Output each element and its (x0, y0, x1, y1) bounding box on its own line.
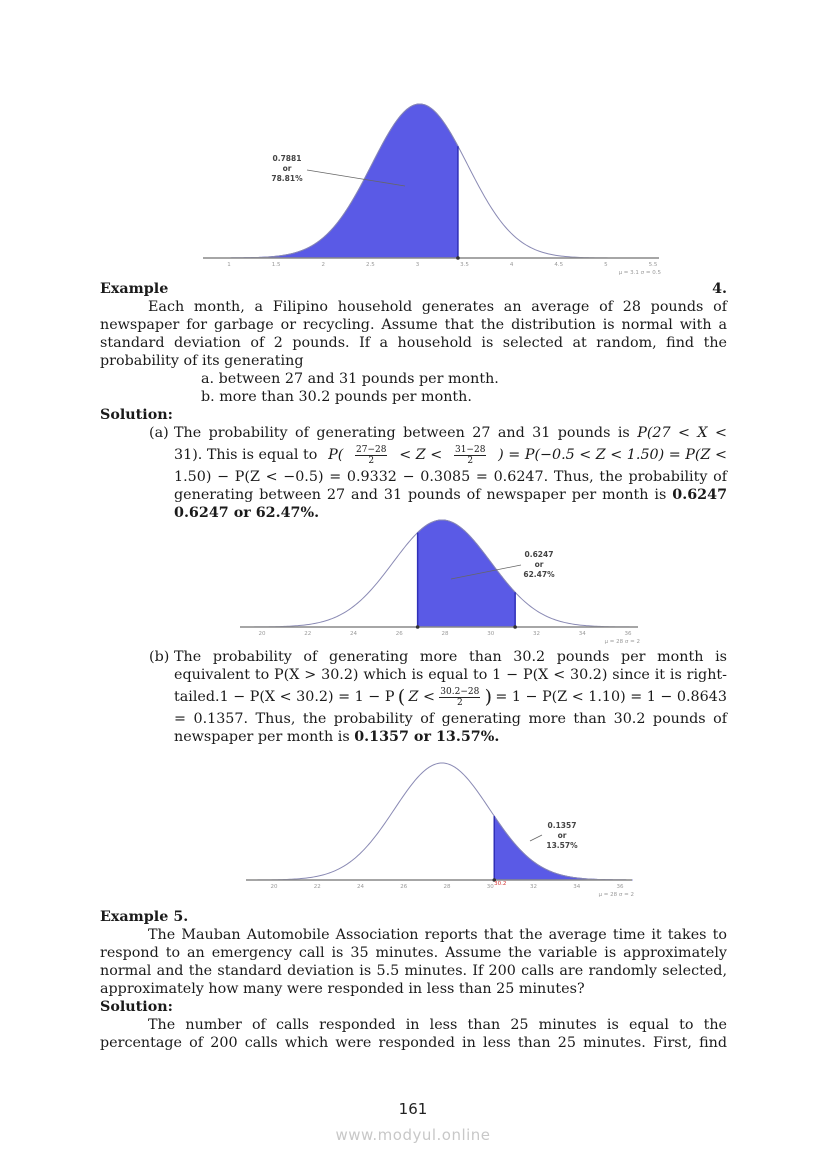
fig3-tick-label: 34 (573, 884, 581, 890)
fig3-tick-label: 36 (616, 884, 624, 890)
fig3-tick-label: 24 (357, 884, 364, 890)
fig2-annotation-percent: 62.47% (523, 570, 555, 579)
fraction-2-den: 2 (467, 455, 474, 466)
fraction-3-den: 2 (456, 697, 463, 708)
part-b-line1: The probability of generating more than 30.2 pounds per month is (174, 649, 727, 665)
fig1-tick-label: 2 (321, 262, 325, 268)
normal-curve-2-svg (235, 513, 655, 643)
example4-item-b: b. more than 30.2 pounds per month. (201, 389, 472, 405)
part-a-conclusion: generating between 27 and 31 pounds of newspaper per month is (174, 487, 667, 503)
fraction-2 (454, 445, 486, 466)
part-b-line3: tailed.1 − P(X < 30.2) = 1 − P ( Z < $\frac{30.2-28}{2}$ ) = 1 − P(Z < 1.10) = 1 − 0.8643 (174, 686, 727, 708)
fig1-annotation (269, 154, 305, 184)
part-a-line4 (174, 486, 727, 504)
example4-solution-heading: Solution: (100, 407, 173, 423)
part-b-answer: 0.1357 or 13.57%. (354, 729, 500, 745)
example5-problem: The Mauban Automobile Association reports that the average time it takes to respond to an emergency call is 35 minutes. Assume the variable is approximately normal and the standard deviation is 5.5 minutes. If 200 calls are randomly selected, approximately how many were responded in less than 25 minutes? (100, 927, 727, 997)
part-a-answer-1: 0.6247 (672, 487, 728, 503)
example4-heading-line (100, 280, 727, 298)
fig3-marker-label: 30.2 (494, 881, 507, 887)
fraction-2-num: 31−28 (454, 444, 486, 455)
fig2-tick-label: 32 (533, 631, 540, 637)
part-b-label: (b) (149, 649, 170, 665)
fig1-annotation-percent: 78.81% (271, 174, 303, 183)
example4-heading: Example (100, 281, 169, 297)
fig2-tick-label: 36 (624, 631, 632, 637)
part-a-answer: 0.6247 or 62.47%. (174, 505, 320, 521)
fig2-annotation-value: 0.6247 (524, 550, 554, 559)
fig1-tick-label: 5 (604, 262, 608, 268)
fig2-annotation (521, 550, 557, 580)
fig3-tick-label: 22 (313, 884, 321, 890)
fig3-parameters: μ = 28 σ = 2 (598, 892, 634, 898)
normal-curve-1-svg (195, 100, 665, 280)
fig3-leader-line (530, 835, 542, 841)
part-b-line5 (174, 728, 727, 746)
fig1-tick-label: 3.5 (460, 262, 469, 268)
fig1-tick-label: 4 (509, 262, 514, 268)
fig2-tick-label: 30 (487, 631, 495, 637)
fraction-1-num: 27−28 (356, 444, 387, 455)
part-b-line4: = 0.1357. Thus, the probability of generating more than 30.2 pounds of (174, 711, 727, 727)
normal-curve-figure-1 (195, 100, 665, 280)
fig1-tick-label: 3 (415, 262, 420, 268)
part-a-prob1b: 31). This is equal to (174, 447, 318, 463)
example5-heading: Example 5. (100, 909, 189, 925)
part-a-ltz: < Z < (399, 447, 443, 463)
fig2-tick-label: 20 (258, 631, 266, 637)
fig1-tick-label: 4.5 (554, 262, 564, 268)
fig3-annotation-or: or (557, 831, 567, 840)
part-a-label: (a) (149, 425, 169, 441)
fig2-tick-label: 24 (350, 631, 357, 637)
example5-solution: The number of calls responded in less than 25 minutes is equal to the percentage of 200 calls which were responded in less than 25 minutes. First, find (100, 1017, 727, 1051)
fig2-tick-label: 22 (304, 631, 312, 637)
fig2-parameters: μ = 28 σ = 2 (604, 639, 640, 645)
fig1-annotation-or: or (282, 164, 292, 173)
fraction-3 (439, 687, 480, 708)
fig3-annotation-percent: 13.57% (546, 841, 578, 850)
fig2-annotation-or: or (534, 560, 544, 569)
fig1-tick-label: 1.5 (271, 262, 281, 268)
part-a-line1 (174, 424, 727, 442)
fig3-annotation-value: 0.1357 (547, 821, 577, 830)
part-a-prob1: P(27 < X < (637, 425, 727, 441)
example4-item-a: a. between 27 and 31 pounds per month. (201, 371, 499, 387)
part-a-p-open: P( (328, 447, 344, 463)
normal-curve-figure-3 (240, 755, 640, 898)
fig1-boundary-dot-1 (456, 256, 460, 260)
fig3-tick-label: 32 (530, 884, 537, 890)
fig1-tick-label: 1 (227, 262, 231, 268)
fig3-tick-label: 28 (443, 884, 451, 890)
fig1-annotation-value: 0.7881 (272, 154, 302, 163)
part-b-line3b: = 1 − P(Z < 1.10) = 1 − 0.8643 (495, 689, 727, 705)
part-b-line2: equivalent to P(X > 30.2) which is equal to 1 − P(X < 30.2) since it is right- (174, 667, 727, 683)
fig3-tick-label: 20 (270, 884, 278, 890)
fig2-tick-label: 34 (578, 631, 586, 637)
example4-problem: Each month, a Filipino household generates an average of 28 pounds of newspaper for garbage or recycling. Assume that the distribution is normal with a standard deviation of 2 pounds. If a household is selected at random, find the probability of its generating (100, 299, 727, 369)
part-a-eq1: ) = P(−0.5 < Z < 1.50) = P(Z < (498, 447, 727, 463)
page-number: 161 (398, 1100, 428, 1118)
fig3-tick-label: 30 (486, 884, 494, 890)
watermark: www.modyul.online (335, 1126, 491, 1144)
fig2-tick-label: 26 (395, 631, 403, 637)
example4-number: 4. (712, 281, 727, 297)
fig2-boundary-dot-0 (416, 625, 420, 629)
part-a-text1: The probability of generating between 27 and 31 pounds is (174, 425, 630, 441)
fig1-parameters: μ = 3.1 σ = 0.5 (618, 270, 661, 276)
fraction-3-num: 30.2−28 (440, 686, 480, 697)
example5-solution-heading: Solution: (100, 999, 173, 1015)
fig1-tick-label: 2.5 (365, 262, 375, 268)
part-a-eq2: 1.50) − P(Z < −0.5) = 0.9332 − 0.3085 = 0.6247. Thus, the probability of (174, 469, 727, 485)
normal-curve-figure-2 (235, 513, 655, 643)
fig1-shaded-area (209, 104, 458, 258)
part-b-line3a: tailed.1 − P(X < 30.2) = 1 − P (174, 689, 395, 705)
fraction-1 (355, 445, 387, 466)
fig3-tick-label: 26 (400, 884, 408, 890)
part-b-conclusion: newspaper per month is (174, 729, 350, 745)
fig2-tick-label: 28 (441, 631, 449, 637)
part-b-z-pre: Z < (408, 689, 435, 705)
fraction-1-den: 2 (368, 455, 375, 466)
fig2-boundary-dot-1 (513, 625, 517, 629)
fig3-annotation (542, 821, 582, 851)
part-a-line2 (174, 442, 727, 468)
fig1-tick-label: 5.5 (648, 262, 658, 268)
fig2-shaded-area (418, 520, 516, 627)
